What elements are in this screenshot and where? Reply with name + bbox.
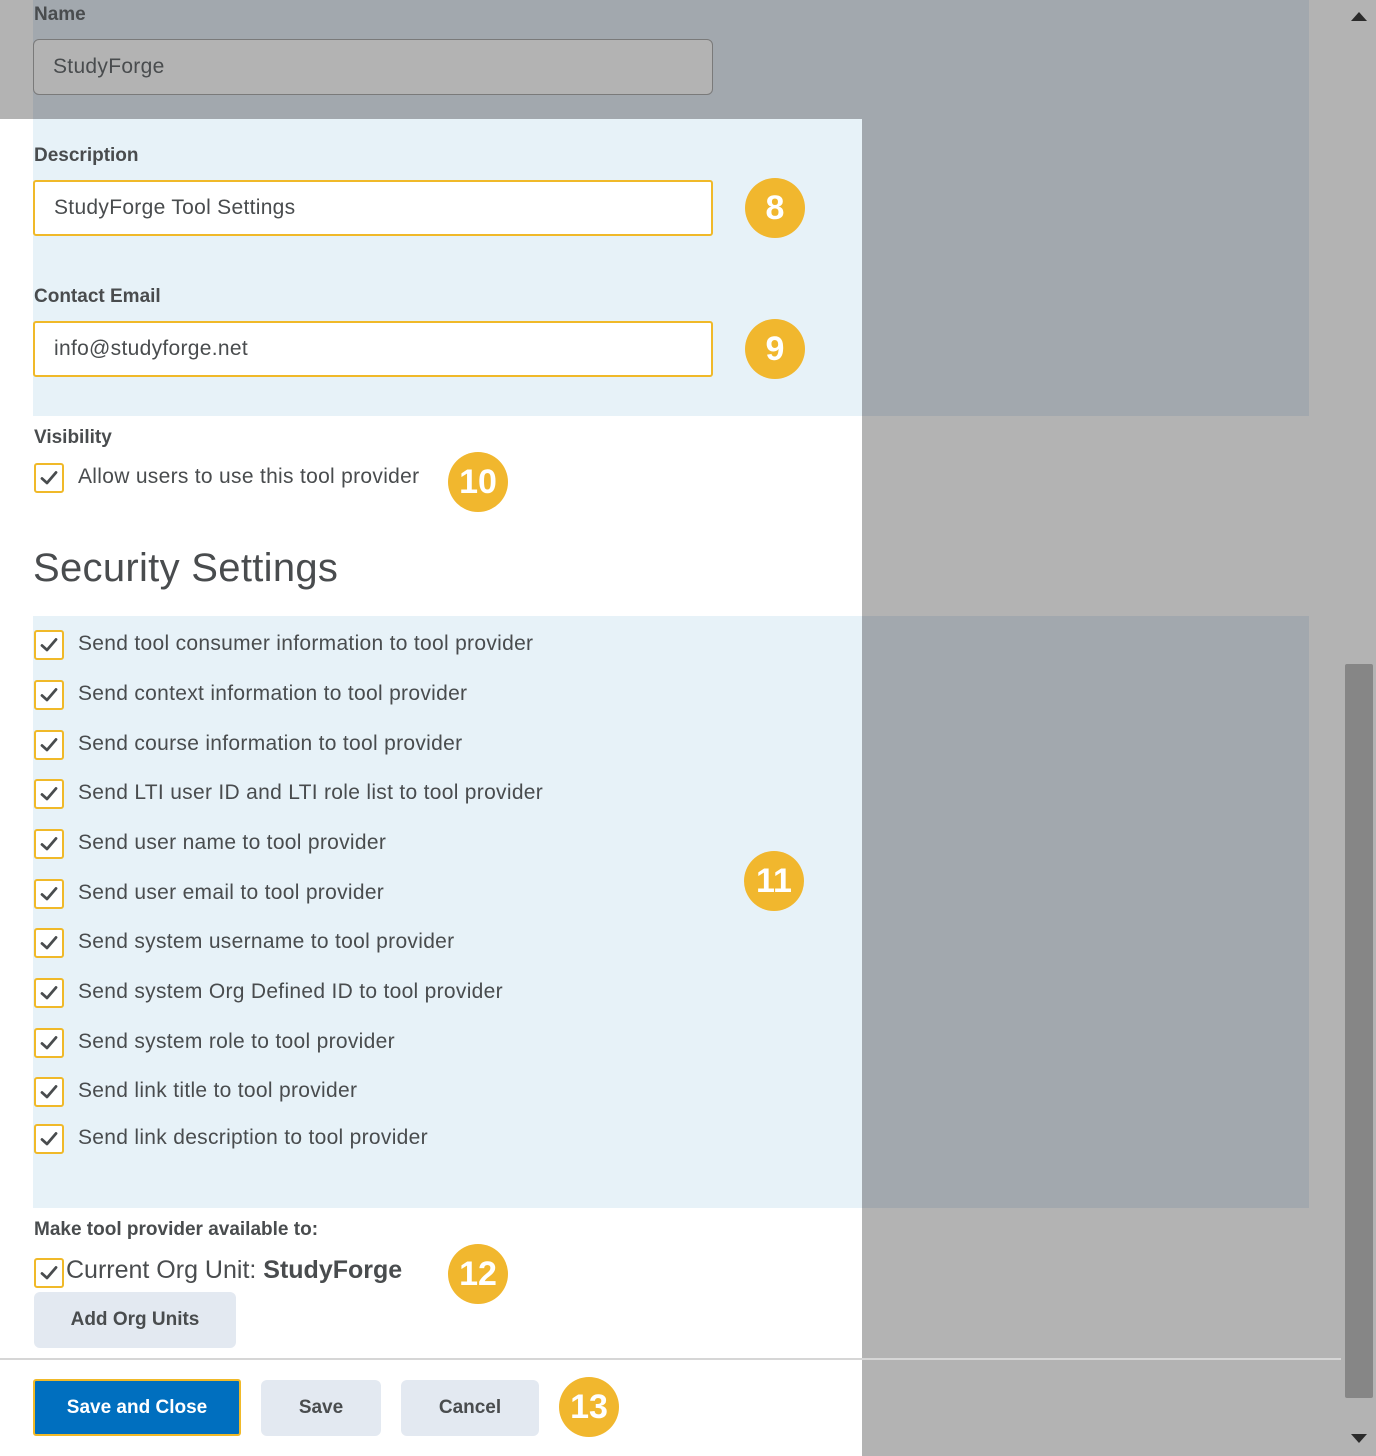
name-label: Name (34, 4, 86, 25)
chevron-down-icon[interactable] (1351, 1434, 1367, 1443)
visibility-checkbox[interactable] (34, 463, 64, 493)
org-unit-label (66, 1256, 402, 1285)
step-badge-8: 8 (745, 178, 805, 238)
security-checkbox[interactable] (34, 779, 64, 809)
security-checkbox[interactable] (34, 680, 64, 710)
org-unit-prefix: Current Org Unit: (66, 1256, 264, 1284)
checkmark-icon (39, 1082, 59, 1102)
security-checkbox[interactable] (34, 928, 64, 958)
checkmark-icon (39, 834, 59, 854)
email-label: Contact Email (34, 286, 161, 307)
step-badge-11: 11 (744, 851, 804, 911)
checkmark-icon (39, 1033, 59, 1053)
security-checkbox-label: Send user name to tool provider (78, 831, 387, 854)
checkmark-icon (39, 735, 59, 755)
security-checkbox[interactable] (34, 978, 64, 1008)
email-field[interactable]: info@studyforge.net (33, 321, 713, 377)
checkmark-icon (39, 1129, 59, 1149)
security-checkbox-label: Send LTI user ID and LTI role list to tool provider (78, 781, 544, 804)
security-checkbox[interactable] (34, 730, 64, 760)
checkmark-icon (39, 468, 59, 488)
security-checkbox-label: Send context information to tool provider (78, 682, 468, 705)
checkmark-icon (39, 635, 59, 655)
security-checkbox-label: Send user email to tool provider (78, 881, 385, 904)
cancel-button[interactable]: Cancel (401, 1380, 539, 1436)
security-checkbox[interactable] (34, 630, 64, 660)
checkmark-icon (39, 1263, 59, 1283)
security-checkbox-label: Send system username to tool provider (78, 930, 455, 953)
checkmark-icon (39, 784, 59, 804)
security-checkbox[interactable] (34, 1077, 64, 1107)
checkmark-icon (39, 983, 59, 1003)
security-checkbox-label: Send link title to tool provider (78, 1079, 358, 1102)
footer-divider (0, 1358, 1341, 1360)
checkmark-icon (39, 685, 59, 705)
add-org-units-button[interactable]: Add Org Units (34, 1292, 236, 1348)
overlay-security-right (862, 616, 1309, 1208)
security-checkbox-label: Send link description to tool provider (78, 1126, 428, 1149)
availability-label: Make tool provider available to: (34, 1219, 319, 1240)
org-unit-name: StudyForge (263, 1256, 403, 1284)
step-badge-9: 9 (745, 319, 805, 379)
chevron-up-icon[interactable] (1351, 12, 1367, 21)
security-settings-heading: Security Settings (33, 546, 339, 590)
overlay-top-right (862, 0, 1309, 416)
security-checkbox-label: Send course information to tool provider (78, 732, 463, 755)
step-badge-12: 12 (448, 1244, 508, 1304)
security-checkbox-label: Send system role to tool provider (78, 1030, 395, 1053)
description-field[interactable]: StudyForge Tool Settings (33, 180, 713, 236)
name-field[interactable]: StudyForge (33, 39, 713, 95)
org-unit-checkbox[interactable] (34, 1258, 64, 1288)
scrollbar-thumb[interactable] (1345, 664, 1373, 1398)
visibility-checkbox-label: Allow users to use this tool provider (78, 465, 420, 488)
visibility-label: Visibility (34, 427, 112, 448)
security-checkbox-label: Send tool consumer information to tool provider (78, 632, 534, 655)
step-badge-13: 13 (559, 1377, 619, 1437)
security-checkbox-label: Send system Org Defined ID to tool provider (78, 980, 503, 1003)
security-checkbox[interactable] (34, 1124, 64, 1154)
save-button[interactable]: Save (261, 1380, 381, 1436)
checkmark-icon (39, 933, 59, 953)
security-checkbox[interactable] (34, 829, 64, 859)
security-checkbox[interactable] (34, 879, 64, 909)
checkmark-icon (39, 884, 59, 904)
step-badge-10: 10 (448, 452, 508, 512)
save-and-close-button[interactable]: Save and Close (33, 1379, 241, 1436)
description-label: Description (34, 145, 139, 166)
security-checkbox[interactable] (34, 1028, 64, 1058)
